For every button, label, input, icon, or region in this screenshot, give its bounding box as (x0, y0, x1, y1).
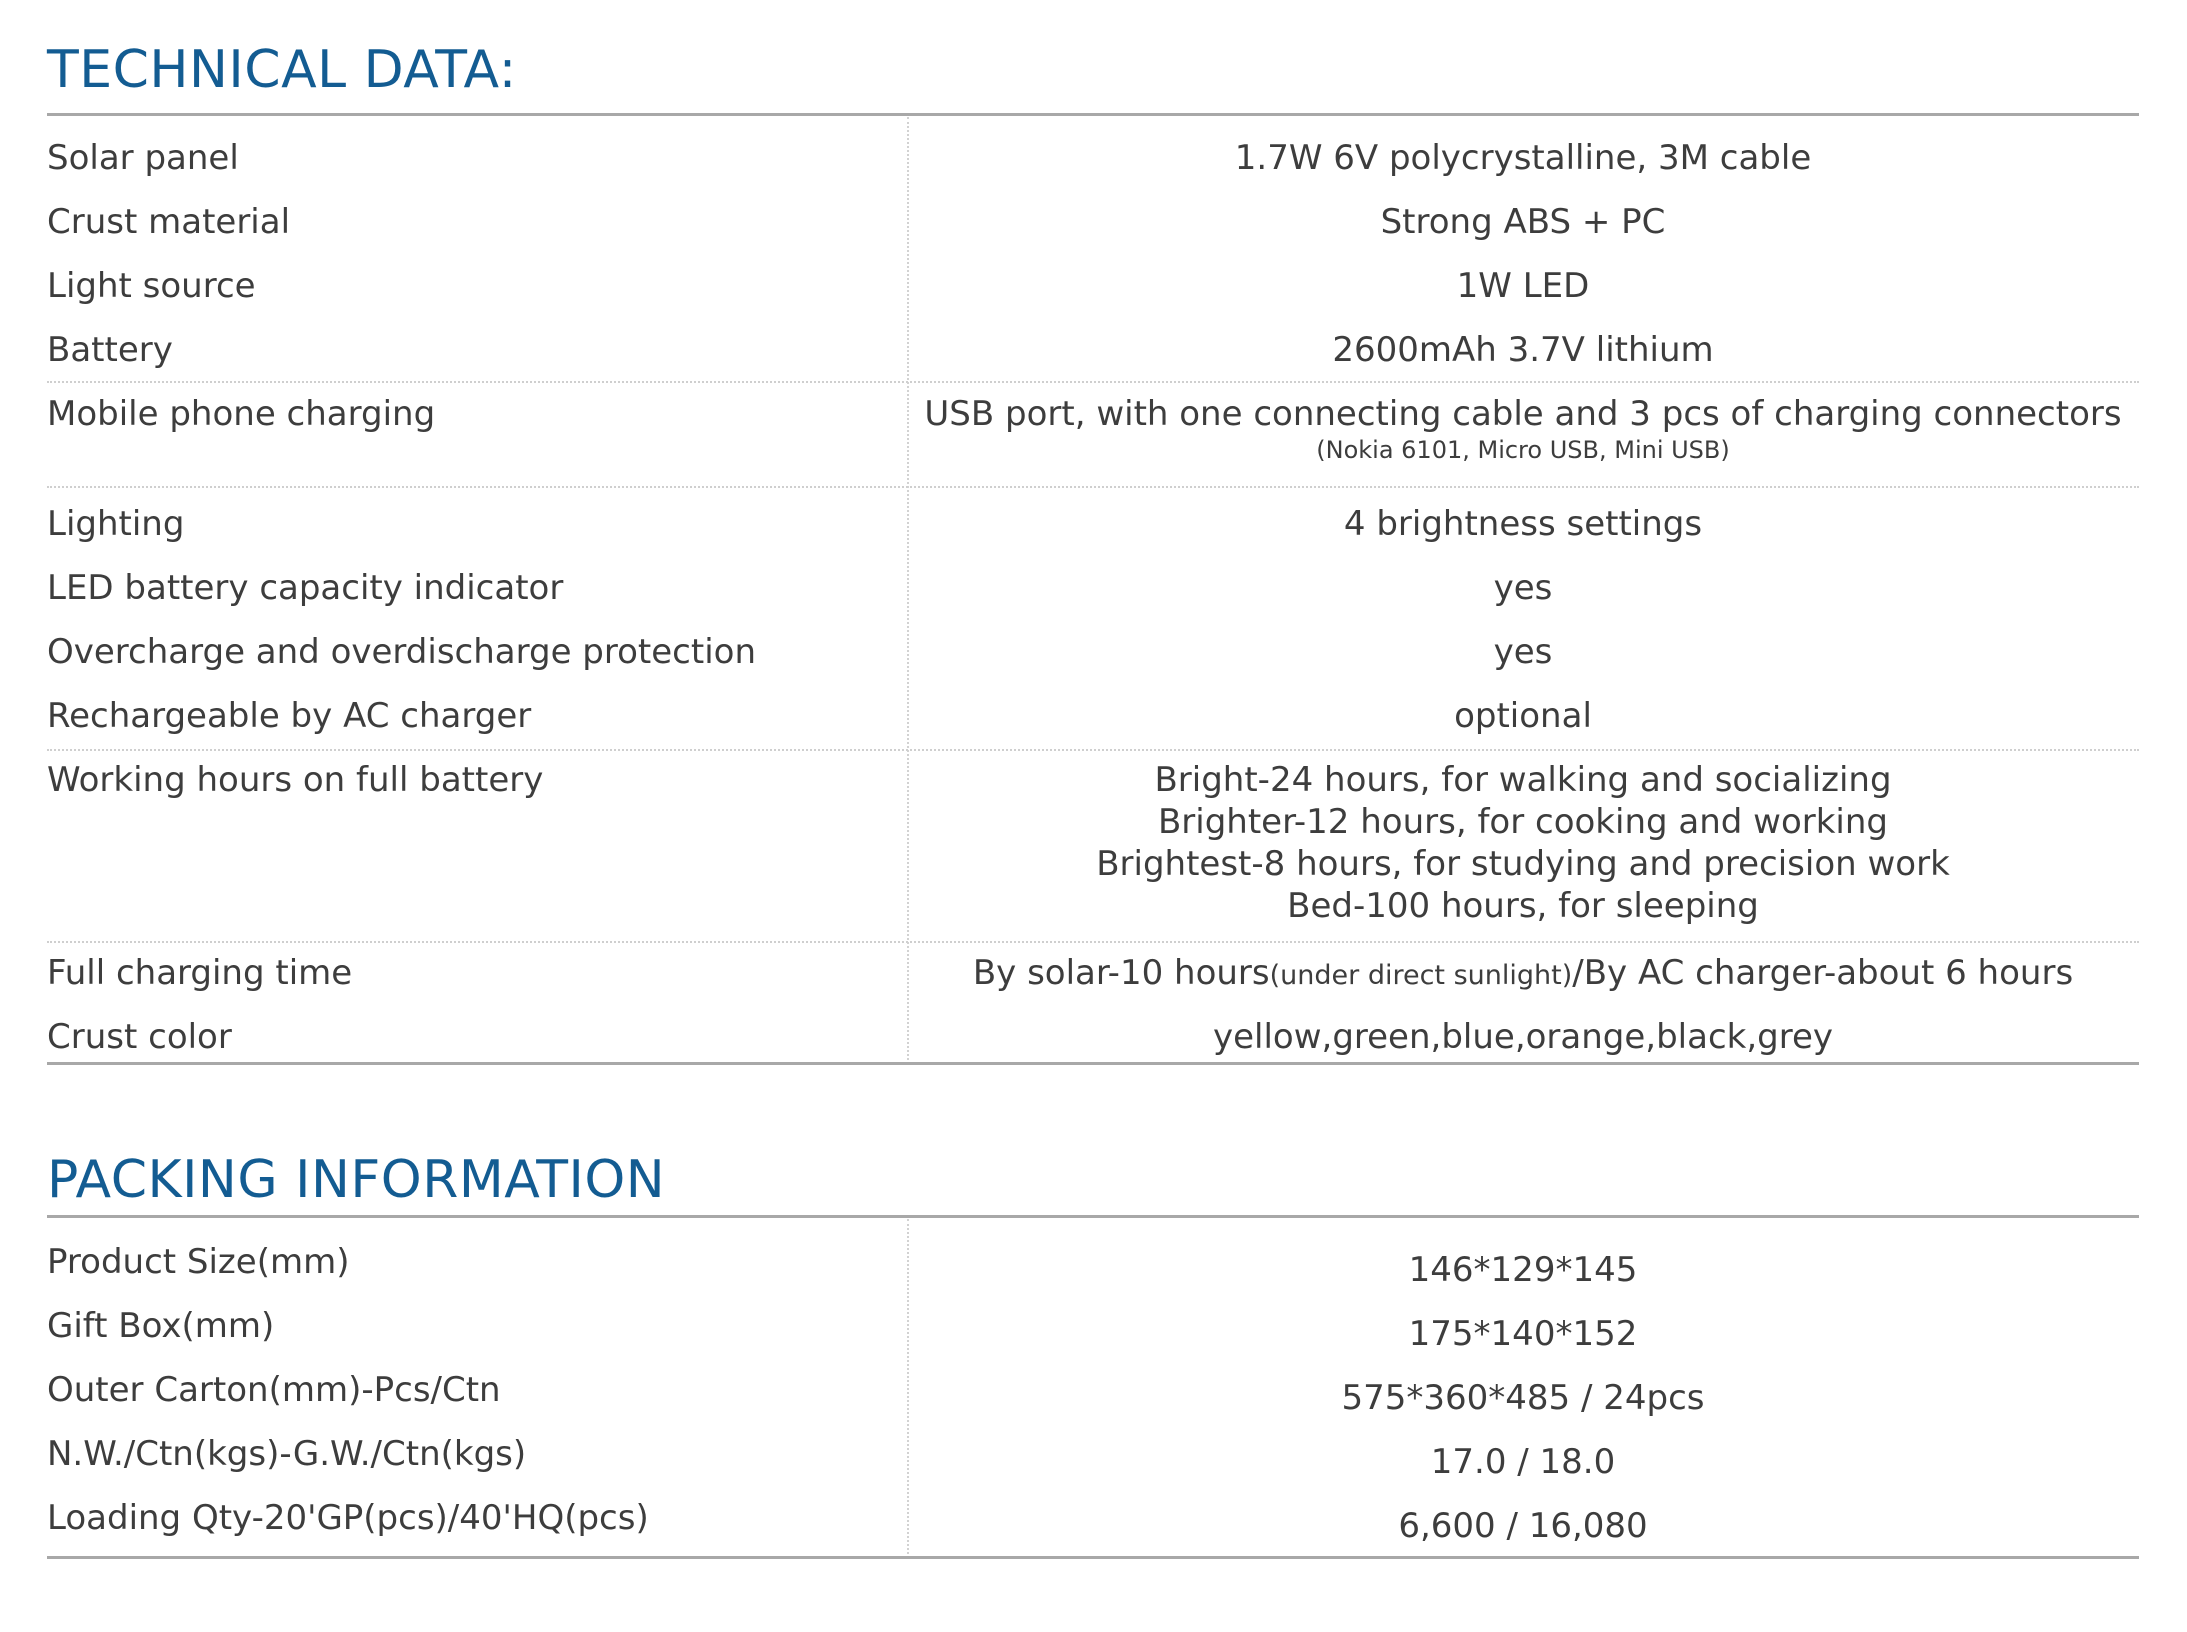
technical-bottom-rule (47, 1062, 2139, 1065)
spec-value-main: USB port, with one connecting cable and 3 pcs of charging connectors (924, 394, 2122, 434)
charging-solar-text: By solar-10 hours (972, 953, 1270, 993)
spec-label: Mobile phone charging (47, 394, 436, 434)
spec-value-note: (Nokia 6101, Micro USB, Mini USB) (1316, 436, 1730, 464)
spec-value: Strong ABS + PC (1380, 202, 1666, 242)
packing-bottom-rule (47, 1556, 2139, 1559)
working-hours-line: Bright-24 hours, for walking and socializing (1154, 760, 1892, 800)
working-hours-line: Bed-100 hours, for sleeping (1287, 886, 1759, 926)
spec-label: LED battery capacity indicator (47, 568, 564, 608)
spec-label: Working hours on full battery (47, 760, 544, 800)
row-separator (47, 941, 2139, 943)
spec-label: Overcharge and overdischarge protection (47, 632, 756, 672)
spec-label: Full charging time (47, 953, 353, 993)
row-separator (47, 381, 2139, 383)
spec-value: 1.7W 6V polycrystalline, 3M cable (1234, 138, 1812, 178)
packing-top-rule (47, 1215, 2139, 1218)
packing-value: 575*360*485 / 24pcs (1341, 1378, 1705, 1418)
packing-value: 175*140*152 (1408, 1314, 1638, 1354)
spec-label: Solar panel (47, 138, 239, 178)
packing-label: Gift Box(mm) (47, 1306, 275, 1346)
packing-label: N.W./Ctn(kgs)-G.W./Ctn(kgs) (47, 1434, 527, 1474)
spec-value (907, 760, 2139, 928)
technical-data-title: TECHNICAL DATA: (47, 40, 517, 100)
spec-label: Light source (47, 266, 256, 306)
packing-value: 6,600 / 16,080 (1398, 1506, 1648, 1546)
spec-label: Battery (47, 330, 173, 370)
row-separator (47, 749, 2139, 751)
charging-solar-note: (under direct sunlight) (1269, 960, 1573, 991)
spec-value (907, 953, 2139, 993)
working-hours-line: Brightest-8 hours, for studying and precision work (1096, 844, 1950, 884)
spec-value: yellow,green,blue,orange,black,grey (1212, 1017, 1834, 1057)
technical-top-rule (47, 113, 2139, 116)
packing-label: Loading Qty-20'GP(pcs)/40'HQ(pcs) (47, 1498, 649, 1538)
spec-label: Crust material (47, 202, 291, 242)
packing-info-title: PACKING INFORMATION (47, 1150, 666, 1210)
spec-value (907, 394, 2139, 464)
spec-value: yes (1493, 568, 1553, 608)
packing-label: Product Size(mm) (47, 1242, 350, 1282)
packing-label: Outer Carton(mm)-Pcs/Ctn (47, 1370, 501, 1410)
spec-value: 2600mAh 3.7V lithium (1332, 330, 1714, 370)
spec-label: Crust color (47, 1017, 232, 1057)
spec-value: 4 brightness settings (1343, 504, 1703, 544)
packing-value: 146*129*145 (1408, 1250, 1638, 1290)
spec-value: optional (1454, 696, 1592, 736)
charging-ac-text: /By AC charger-about 6 hours (1572, 953, 2074, 993)
row-separator (47, 486, 2139, 488)
spec-label: Rechargeable by AC charger (47, 696, 532, 736)
spec-value: yes (1493, 632, 1553, 672)
spec-label: Lighting (47, 504, 185, 544)
working-hours-line: Brighter-12 hours, for cooking and working (1157, 802, 1889, 842)
packing-value: 17.0 / 18.0 (1430, 1442, 1616, 1482)
spec-value: 1W LED (1456, 266, 1590, 306)
